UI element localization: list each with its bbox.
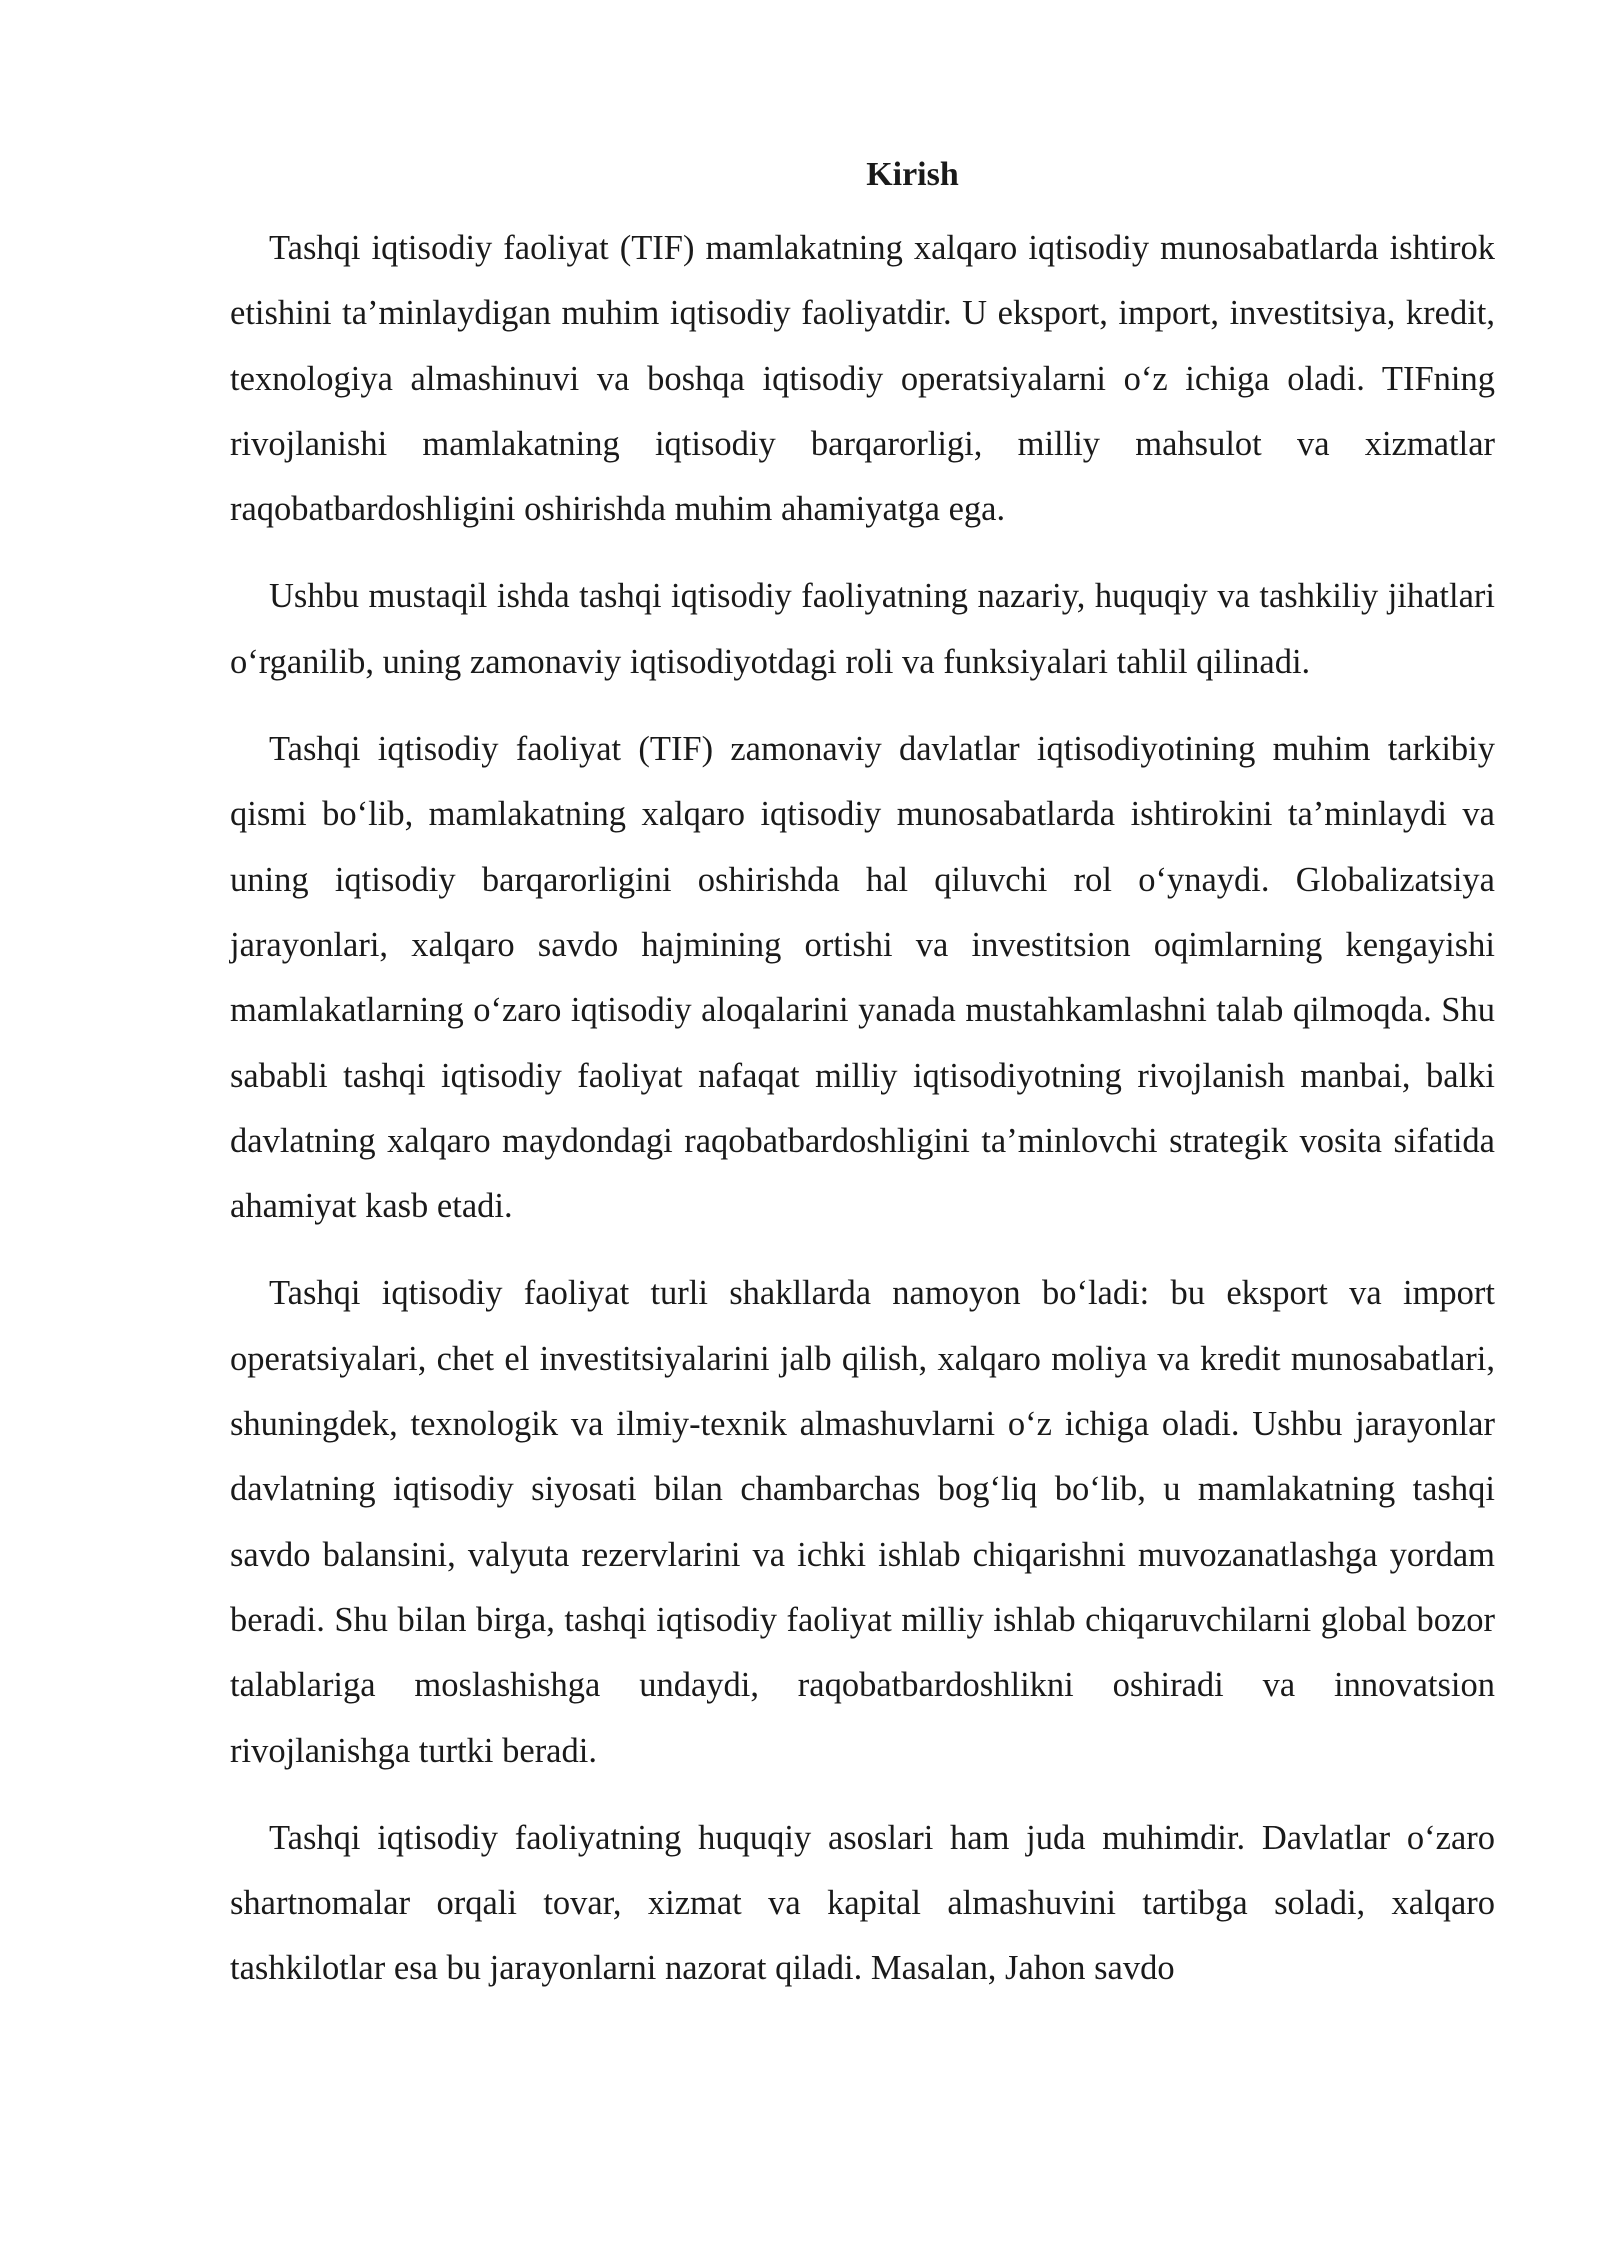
paragraph-1: Tashqi iqtisodiy faoliyat (TIF) mamlakatning xalqaro iqtisodiy munosabatlarda ishtirok etishini ta’minlaydigan muhim iqtisodiy faoliyatdir. U eksport, import, investitsiya, kredit, texnologiya almashinuvi va boshqa iqtisodiy operatsiyalarni o‘z ichiga oladi. TIFning rivojlanishi mamlakatning iqtisodiy barqarorligi, milliy mahsulot va xizmatlar raqobatbardoshligini oshirishda muhim ahamiyatga ega. xyxy=(230,229,1495,529)
paragraph-3: Tashqi iqtisodiy faoliyat (TIF) zamonaviy davlatlar iqtisodiyotining muhim tarkibiy qismi bo‘lib, mamlakatning xalqaro iqtisodiy munosabatlarda ishtirokini ta’minlaydi va uning iqtisodiy barqarorligini oshirishda hal qiluvchi rol o‘ynaydi. Globalizatsiya jarayonlari, xalqaro savdo hajmining ortishi va investitsion oqimlarning kengayishi mamlakatlarning o‘zaro iqtisodiy aloqalarini yanada mustahkamlashni talab qilmoqda. Shu sababli tashqi iqtisodiy faoliyat nafaqat milliy iqtisodiyotning rivojlanish manbai, balki davlatning xalqaro maydondagi raqobatbardoshligini ta’minlovchi strategik vosita sifatida ahamiyat kasb etadi. xyxy=(230,730,1495,1226)
paragraph-5: Tashqi iqtisodiy faoliyatning huquqiy asoslari ham juda muhimdir. Davlatlar o‘zaro shartnomalar orqali tovar, xizmat va kapital almashuvini tartibga soladi, xalqaro tashkilotlar esa bu jarayonlarni nazorat qiladi. Masalan, Jahon savdo xyxy=(230,1818,1495,1988)
paragraph-2: Ushbu mustaqil ishda tashqi iqtisodiy faoliyatning nazariy, huquqiy va tashkiliy jihatlari o‘rganilib, uning zamonaviy iqtisodiyotdagi roli va funksiyalari tahlil qilinadi. xyxy=(230,577,1495,681)
document-body xyxy=(230,150,1495,2024)
section-heading: Kirish xyxy=(866,156,959,193)
paragraph-4: Tashqi iqtisodiy faoliyat turli shakllarda namoyon bo‘ladi: bu eksport va import operatsiyalari, chet el investitsiyalarini jalb qilish, xalqaro moliya va kredit munosabatlari, shuningdek, texnologik va ilmiy-texnik almashuvlarni o‘z ichiga oladi. Ushbu jarayonlar davlatning iqtisodiy siyosati bilan chambarchas bog‘liq bo‘lib, u mamlakatning tashqi savdo balansini, valyuta rezervlarini va ichki ishlab chiqarishni muvozanatlashga yordam beradi. Shu bilan birga, tashqi iqtisodiy faoliyat milliy ishlab chiqaruvchilarni global bozor talablariga moslashishga undaydi, raqobatbardoshlikni oshiradi va innovatsion rivojlanishga turtki beradi. xyxy=(230,1274,1495,1770)
